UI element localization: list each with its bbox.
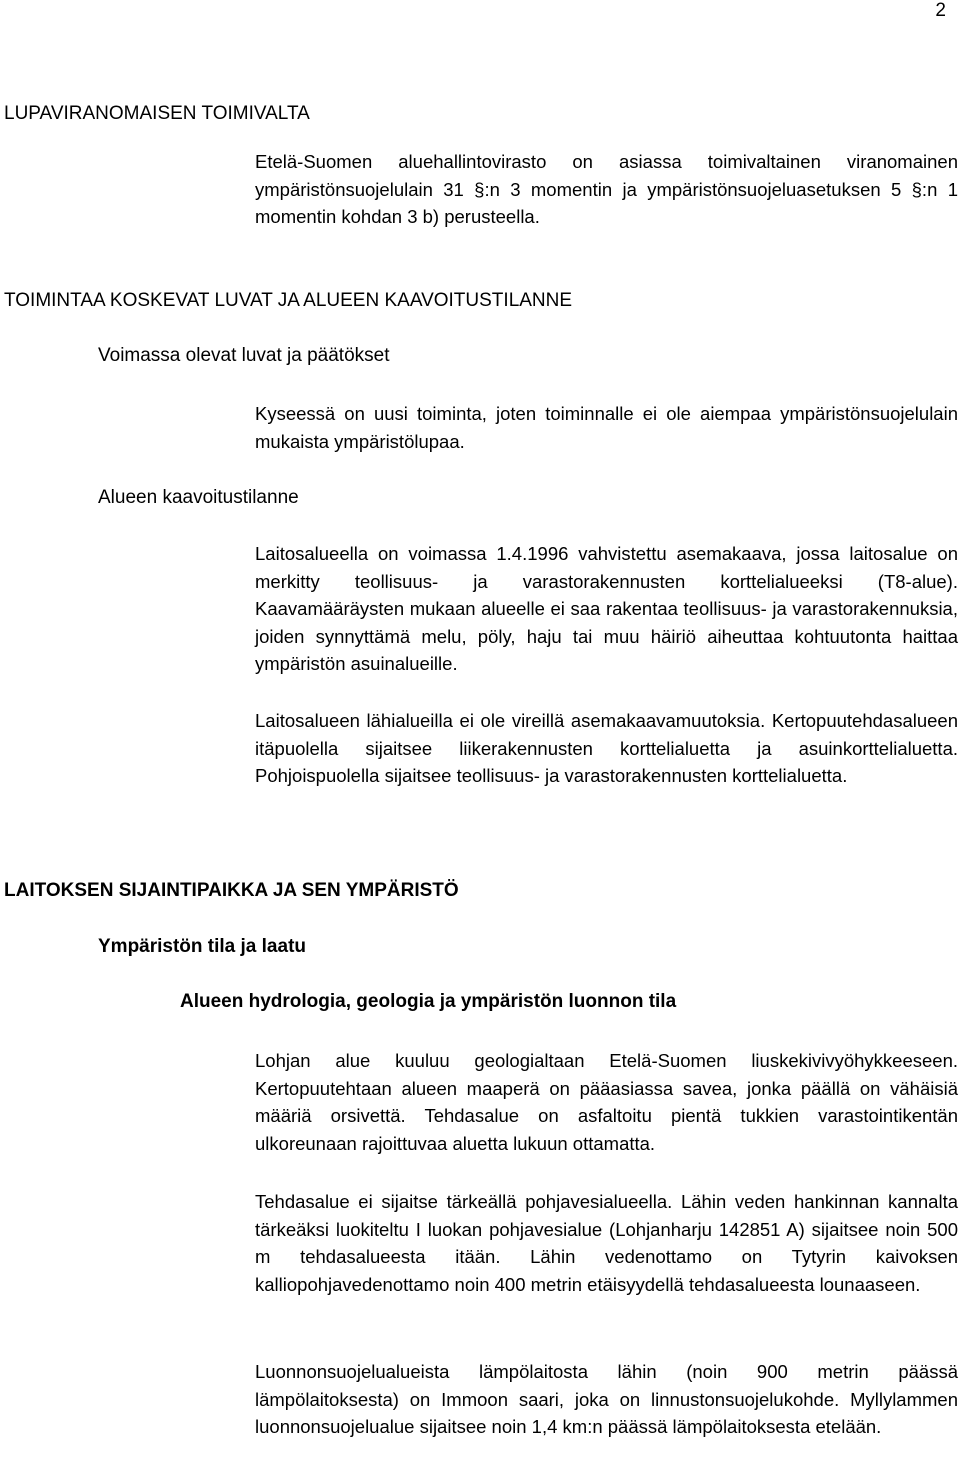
paragraph-voimassa-olevat-luvat: Kyseessä on uusi toiminta, joten toiminnalle ei ole aiempaa ympäristönsuojelulain mukaista ympäristölupaa. bbox=[255, 403, 958, 452]
paragraph-toimivalta: Etelä-Suomen aluehallintovirasto on asiassa toimivaltainen viranomainen ympäristönsuojelulain 31 §:n 3 momentin ja ympäristönsuojeluasetuksen 5 §:n 1 momentin kohdan 3 b) perusteella. bbox=[255, 151, 958, 227]
heading-lupaviranomaisen-toimivalta: LUPAVIRANOMAISEN TOIMIVALTA bbox=[4, 103, 310, 124]
paragraph-asemakaava: Laitosalueella on voimassa 1.4.1996 vahvistettu asemakaava, jossa laitosalue on merkitty teollisuus- ja varastorakennusten korttelialueeksi (T8-alue). Kaavamääräysten mukaan alueelle ei saa rakentaa teollisuus- ja varastorakennuksia, joiden synnyttämä melu, pöly, haju tai muu häiriö aiheuttaa kohtuutonta haittaa ympäristön asuinalueille. bbox=[255, 543, 958, 674]
subheading-voimassa-olevat-luvat: Voimassa olevat luvat ja päätökset bbox=[98, 345, 390, 366]
paragraph-geologia: Lohjan alue kuuluu geologialtaan Etelä-Suomen liuskekivivyöhykkeeseen. Kertopuutehtaan alueen maaperä on pääasiassa savea, jonka päällä on vähäisiä määriä orsivettä. Tehdasalue on asfaltoitu pientä tukkien varastointikentän ulkoreunaan rajoittuvaa aluetta lukuun ottamatta. bbox=[255, 1050, 958, 1154]
subheading-ympariston-tila: Ympäristön tila ja laatu bbox=[98, 936, 306, 957]
heading-laitoksen-sijaintipaikka: LAITOKSEN SIJAINTIPAIKKA JA SEN YMPÄRISTÖ bbox=[4, 880, 459, 901]
paragraph-luonnonsuojelu: Luonnonsuojelualueista lämpölaitosta lähin (noin 900 metrin päässä lämpölaitoksesta) on Immoon saari, joka on linnustonsuojelukohde. Myllylammen luonnonsuojelualue sijaitsee noin 1,4 km:n päässä lämpölaitoksesta etelään. bbox=[255, 1361, 958, 1437]
subheading-alueen-kaavoitustilanne: Alueen kaavoitustilanne bbox=[98, 487, 299, 508]
subheading-hydrologia-geologia: Alueen hydrologia, geologia ja ympäristön luonnon tila bbox=[180, 991, 677, 1012]
page-number: 2 bbox=[935, 0, 946, 21]
heading-luvat-ja-kaavoitus: TOIMINTAA KOSKEVAT LUVAT JA ALUEEN KAAVOITUSTILANNE bbox=[4, 290, 573, 311]
paragraph-pohjavesi: Tehdasalue ei sijaitse tärkeällä pohjavesialueella. Lähin veden hankinnan kannalta tärkeäksi luokiteltu I luokan pohjavesialue (Lohjanharju 142851 A) sijaitsee noin 500 m tehdasalueesta itään. Lähin vedenottamo on Tytyrin kaivoksen kalliopohjavedenottamo noin 400 metrin etäisyydellä tehdasalueesta lounaaseen. bbox=[255, 1191, 958, 1295]
paragraph-lahialueet: Laitosalueen lähialueilla ei ole vireillä asemakaavamuutoksia. Kertopuutehdasalueen itäpuolella sijaitsee liikerakennusten korttelialuetta ja asuinkorttelialuetta. Pohjoispuolella sijaitsee teollisuus- ja varastorakennusten korttelialuetta. bbox=[255, 710, 958, 786]
